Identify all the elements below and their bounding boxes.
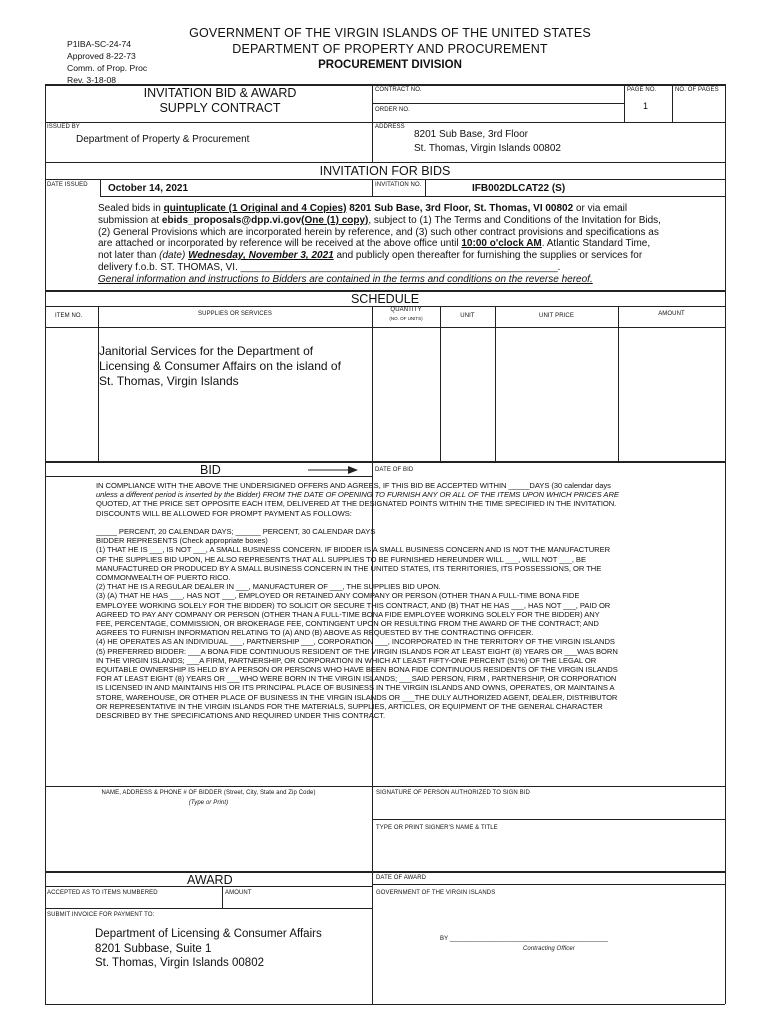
form-meta-line: Rev. 3-18-08 — [67, 75, 117, 85]
address-label: ADDRESS — [375, 124, 405, 130]
address — [414, 128, 561, 155]
bid-line: unless a different period is inserted by the Bidder) FROM THE DATE OF OPENING TO FURNISH ANY OR ALL OF THE ITEMS UPON WHICH PRICES ARE — [96, 490, 619, 500]
bid-instructions — [98, 203, 728, 286]
order-no-label: ORDER NO. — [375, 107, 410, 113]
col-amount: AMOUNT — [658, 311, 685, 317]
bid-line: OF THE SUPPLIES BID UPON, HE ALSO REPRESENTS THAT ALL SUPPLIES TO BE FURNISHED HEREUNDER WILL ___, WILL NOT ___, BE — [96, 554, 586, 564]
invoice-address — [95, 927, 322, 971]
instructions-line: submission at ebids_proposals@dpp.vi.gov(One (1) copy), subject to (1) The Terms and Conditions of the Invitation for Bids, — [98, 214, 661, 226]
bid-line: FOR AT LEAST EIGHT (8) YEARS OR ___WHO WERE BORN IN THE VIRGIN ISLANDS; ___SAID PERSON, FIRM , PARTNERSHIP, OR CORPORATION — [96, 674, 617, 684]
bidder-name-label: NAME, ADDRESS & PHONE # OF BIDDER (Street, City, State and Zip Code) — [101, 790, 316, 796]
bid-line: IN THE VIRGIN ISLANDS; ___A FIRM, PARTNERSHIP, OR CORPORATION IN WHICH AT LEAST FIFTY-ONE PERCENT (51%) OF THE LEGAL OR — [96, 655, 597, 665]
award-title: AWARD — [187, 873, 233, 887]
bid-line: FEE, PERCENTAGE, COMMISSION, OR BROKERAGE FEE, CONTINGENT UPON OR RESULTING FROM THE AWARD OF THE CONTRACT; AND — [96, 619, 599, 629]
invoice-line: St. Thomas, Virgin Islands 00802 — [95, 957, 264, 969]
bid-line: EMPLOYEE WORKING SOLELY FOR THE BIDDER) TO SOLICIT OR SECURE THIS CONTRACT, AND (B) THAT HE HAS ___, HAS NOT ___, PAID OR — [96, 600, 611, 610]
invoice-line: 8201 Subbase, Suite 1 — [95, 942, 212, 955]
col-supplies: SUPPLIES OR SERVICES — [198, 311, 272, 317]
instructions-line: delivery f.o.b. ST. THOMAS, VI. _________________________________________________________. — [98, 261, 561, 273]
bid-line: AGREED TO PAY ANY COMPANY OR PERSON (OTHER THAN A FULL-TIME BONA FIDE EMPLOYEE WORKING SOLELY FOR THE BIDDER) ANY — [96, 609, 600, 619]
page-header — [160, 26, 620, 71]
item-line: Licensing & Consumer Affairs on the island of — [99, 359, 341, 373]
submit-invoice-label: SUBMIT INVOICE FOR PAYMENT TO: — [47, 912, 155, 918]
schedule-title: SCHEDULE — [350, 292, 420, 306]
bid-line: (4) HE OPERATES AS AN INDIVIDUAL ___, PARTNERSHIP ___, CORPORATION ___, INCORPORATED IN THE TERRITORY OF THE VIRGIN ISLANDS — [96, 637, 615, 647]
bid-line: (1) THAT HE IS ___, IS NOT ___, A SMALL BUSINESS CONCERN. IF BIDDER IS A SMALL BUSINESS CONCERN AND IS NOT THE MANUFACTURER — [96, 545, 611, 555]
signer-name-label: TYPE OR PRINT SIGNER'S NAME & TITLE — [376, 825, 498, 831]
instructions-line: Sealed bids in quintuplicate (1 Original and 4 Copies) 8201 Sub Base, 3rd Floor, St. Thomas, VI 00802 or via email — [98, 203, 628, 214]
bid-line — [96, 518, 726, 527]
schedule-item-description — [99, 344, 341, 389]
contracting-officer-label: Contracting Officer — [523, 946, 575, 952]
form-title-line-2: SUPPLY CONTRACT — [159, 101, 281, 115]
bid-representations — [96, 481, 726, 720]
arrow-right-icon — [308, 465, 358, 475]
award-amount-label: AMOUNT — [225, 890, 252, 896]
issued-by-label: ISSUED BY — [47, 124, 80, 130]
form-meta — [67, 38, 147, 86]
bid-line: BIDDER REPRESENTS (Check appropriate boxes) — [96, 536, 268, 546]
instructions-line: not later than (date) Wednesday, November 3, 2021 and publicly open thereafter for furnishing the supplies or services for — [98, 250, 643, 262]
signature-label: SIGNATURE OF PERSON AUTHORIZED TO SIGN BID — [376, 790, 530, 796]
issued-by-value: Department of Property & Procurement — [76, 134, 250, 145]
date-of-bid-label: DATE OF BID — [375, 467, 414, 473]
govt-label: GOVERNMENT OF THE VIRGIN ISLANDS — [376, 890, 496, 896]
header-line-1: GOVERNMENT OF THE VIRGIN ISLANDS OF THE UNITED STATES — [189, 26, 591, 40]
header-line-2: DEPARTMENT OF PROPERTY AND PROCUREMENT — [232, 42, 548, 56]
bid-line: OR REPRESENTATIVE IN THE VIRGIN ISLANDS FOR THE MATERIALS, SUPPLIES, ARTICLES, OR EQUIPMENT OF THE GENERAL CHARACTER — [96, 701, 603, 711]
invoice-line: Department of Licensing & Consumer Affairs — [95, 928, 322, 940]
form-title-line-1: INVITATION BID & AWARD — [143, 86, 297, 100]
address-line-1: 8201 Sub Base, 3rd Floor — [414, 129, 528, 140]
bid-line: (2) THAT HE IS A REGULAR DEALER IN ___, MANUFACTURER OF ___, THE SUPPLIES BID UPON. — [96, 582, 441, 592]
bid-line: DESCRIBED BY THE SPECIFICATIONS AND REQUIRED UNDER THIS CONTRACT. — [96, 711, 386, 721]
no-of-pages-label: NO. OF PAGES — [675, 87, 719, 93]
invitation-no-label: INVITATION NO. — [375, 182, 422, 188]
by-line: BY ______________________________________________ — [440, 936, 608, 942]
instructions-line: are attached or incorporated by reference will be received at the above office until 10:00 o'clock AM. Atlantic Standard Time, — [98, 238, 651, 250]
instructions-line: General information and instructions to Bidders are contained in the terms and conditions on the reverse hereof. — [98, 273, 593, 285]
header-line-3: PROCUREMENT DIVISION — [318, 59, 462, 71]
col-item-no: ITEM NO. — [55, 313, 83, 319]
page-no-label: PAGE NO. — [627, 87, 657, 93]
bid-line: DISCOUNTS WILL BE ALLOWED FOR PROMPT PAYMENT AS FOLLOWS: — [96, 508, 352, 518]
address-line-2: St. Thomas, Virgin Islands 00802 — [414, 142, 561, 154]
form-meta-line: P1IBA-SC-24-74 — [67, 39, 132, 49]
bid-line: (5) PREFERRED BIDDER: ___A BONA FIDE CONTINUOUS RESIDENT OF THE VIRGIN ISLANDS FOR AT LEAST EIGHT (8) YEARS OR ___WAS BORN — [96, 646, 618, 656]
accepted-items-label: ACCEPTED AS TO ITEMS NUMBERED — [47, 890, 158, 896]
col-unit-price: UNIT PRICE — [539, 313, 574, 319]
col-quantity: QUANTITY — [390, 307, 422, 313]
item-line: St. Thomas, Virgin Islands — [99, 374, 239, 388]
bid-title: BID — [200, 463, 221, 477]
bid-line: AGREES TO FURNISH INFORMATION RELATING TO (A) AND (B) ABOVE AS REQUESTED BY THE CONTRACTING OFFICER. — [96, 628, 534, 638]
bid-line: COMMONWEALTH OF PUERTO RICO. — [96, 573, 231, 583]
col-quantity-sub: (NO. OF UNITS) — [389, 316, 423, 321]
bid-line: _____ PERCENT, 20 CALENDAR DAYS; ______ PERCENT, 30 CALENDAR DAYS — [96, 527, 376, 536]
invitation-no-value: IFB002DLCAT22 (S) — [472, 183, 566, 194]
bid-line: MANUFACTURED OR PRODUCED BY A SMALL BUSINESS CONCERN IN THE UNITED STATES, ITS TERRITORIES, ITS POSSESSIONS, OR THE — [96, 563, 602, 573]
page-no-value: 1 — [643, 101, 649, 111]
col-unit: UNIT — [460, 313, 475, 319]
bid-line: IN COMPLIANCE WITH THE ABOVE THE UNDERSIGNED OFFERS AND AGREES, IF THIS BID BE ACCEPTED WITHIN _____DAYS (30 calendar days — [96, 481, 611, 490]
bid-line: EQUITABLE OWNERSHIP IS HELD BY A PERSON OR PERSONS WHO HAVE BEEN BONA FIDE CONTINUOUS RESIDENTS OF THE VIRGIN ISLANDS — [96, 665, 618, 675]
form-meta-line: Approved 8-22-73 — [67, 51, 136, 61]
bid-line: (3) (A) THAT HE HAS ___, HAS NOT ___, EMPLOYED OR RETAINED ANY COMPANY OR PERSON (OTHER THAN A FULL-TIME BONA FIDE — [96, 591, 580, 601]
bid-line: QUOTED, AT THE PRICE SET OPPOSITE EACH ITEM, DELIVERED AT THE DESIGNATED POINTS WITHIN THE TIME SPECIFIED IN THE INVITATION. — [96, 499, 617, 509]
bidder-name-sub: (Type or Print) — [188, 800, 229, 806]
form-title — [110, 86, 330, 116]
date-issued-value: October 14, 2021 — [108, 183, 189, 194]
form-meta-line: Comm. of Prop. Proc — [67, 63, 148, 73]
invitation-title: INVITATION FOR BIDS — [319, 164, 451, 178]
date-issued-label: DATE ISSUED — [47, 182, 88, 188]
item-line: Janitorial Services for the Department of — [99, 344, 314, 358]
contract-no-label: CONTRACT NO. — [375, 87, 422, 93]
bid-line: STORE, WAREHOUSE, OR OTHER PLACE OF BUSINESS IN THE VIRGIN ISLANDS OR ___THE DULY AUTHORIZED AGENT, DEALER, DISTRIBUTOR — [96, 692, 618, 702]
date-of-award-label: DATE OF AWARD — [376, 875, 427, 881]
instructions-line: (2) General Provisions which are incorporated herein by reference, and (3) such other contract provisions and specifications as — [98, 226, 659, 238]
bid-line: IS LICENSED IN AND MAINTAINS HIS OR ITS PRINCIPAL PLACE OF BUSINESS IN THE VIRGIN ISLANDS AND OWNS, OPERATES, OR MAINTAINS A — [96, 683, 615, 693]
